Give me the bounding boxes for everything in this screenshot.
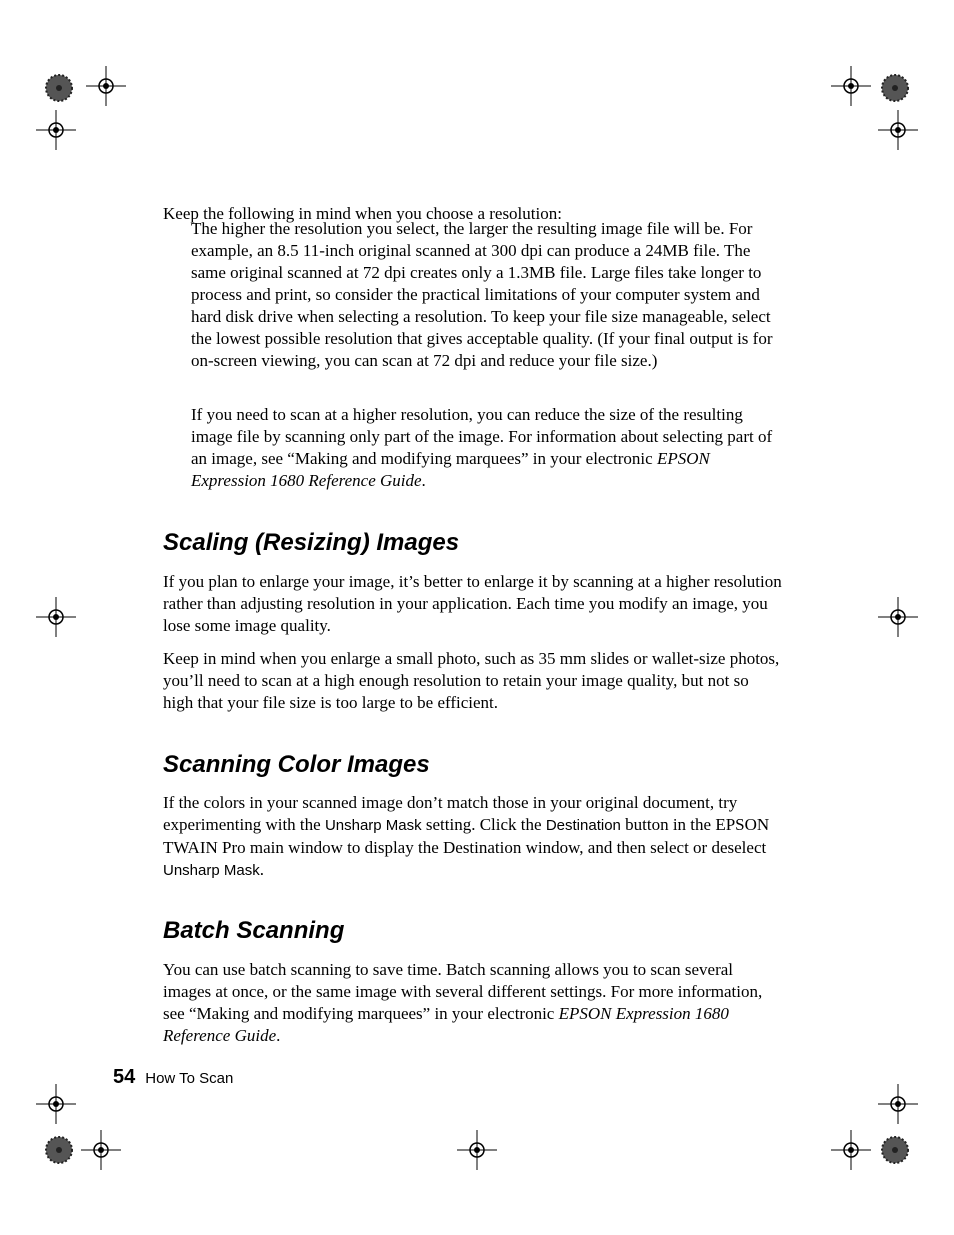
color-text-1: If the colors in your scanned image don’t match those in your original document, try experimenting with the [163, 793, 738, 834]
intro-paragraph: Keep the following in mind when you choose a resolution: [163, 204, 562, 223]
registration-crosshair-icon [36, 110, 76, 150]
color-section-body [163, 792, 783, 882]
page-footer [113, 1066, 233, 1089]
scaling-section-body [163, 571, 783, 714]
registration-crosshair-icon [831, 66, 871, 106]
color-starburst-icon [881, 74, 909, 102]
section-heading-scaling: Scaling (Resizing) Images [163, 529, 460, 556]
registration-crosshair-icon [36, 1084, 76, 1124]
color-text-2: setting. Click the [421, 815, 546, 834]
scaling-paragraph-1: If you plan to enlarge your image, it’s better to enlarge it by scanning at a higher resolution rather than adjusting resolution in your application. Each time you modify an image, you lose some image quality. [163, 572, 782, 635]
registration-crosshair-icon [878, 597, 918, 637]
reference-guide-title: EPSON Expression 1680 Reference Guide [191, 449, 710, 490]
section-heading-batch: Batch Scanning [163, 917, 345, 944]
registration-crosshair-icon [878, 1084, 918, 1124]
resolution-note-2-end: . [421, 471, 426, 490]
batch-text-end: . [276, 1026, 281, 1045]
resolution-note-2-body: If you need to scan at a higher resolution, you can reduce the size of the resulting image file by scanning only part of the image. For information about selecting part of an image, see “Making and modifying marquees” in your electronic [191, 405, 773, 468]
registration-crosshair-icon [36, 597, 76, 637]
page-number: 54 [113, 1066, 136, 1088]
color-text-3: button in the EPSON TWAIN Pro main window to display the Destination window, and then select or deselect [163, 815, 770, 857]
color-starburst-icon [45, 74, 73, 102]
resolution-note-1 [191, 218, 783, 372]
batch-reference-guide-title: EPSON Expression 1680 Reference Guide [163, 1004, 729, 1045]
color-starburst-icon [45, 1136, 73, 1164]
unsharp-mask-term-2: Unsharp Mask [163, 862, 260, 879]
registration-crosshair-icon [457, 1130, 497, 1170]
color-paragraph [163, 792, 783, 882]
resolution-note-1-text: The higher the resolution you select, the larger the resulting image file will be. For example, an 8.5 11-inch original scanned at 300 dpi can produce a 24MB file. The same original scanned at 72 dpi creates only a 1.3MB file. Large files take longer to process and print, so consider the practical limitations of your computer system and hard disk drive when selecting a resolution. To keep your file size manageable, select the lowest possible resolution that gives acceptable quality. (If your final output is for on-screen viewing, you can scan at 72 dpi and reduce your file size.) [191, 219, 773, 370]
batch-paragraph [163, 959, 783, 1047]
batch-section-body [163, 959, 783, 1047]
registration-crosshair-icon [831, 1130, 871, 1170]
chapter-label: How To Scan [145, 1070, 234, 1087]
scaling-paragraph-2: Keep in mind when you enlarge a small photo, such as 35 mm slides or wallet-size photos, you’ll need to scan at a high enough resolution to retain your image quality, but not so high that your file size is too large to be efficient. [163, 649, 780, 712]
resolution-note-2-text [191, 404, 783, 492]
registration-crosshair-icon [86, 66, 126, 106]
section-heading-color: Scanning Color Images [163, 751, 430, 778]
unsharp-mask-term: Unsharp Mask [324, 817, 422, 834]
color-text-4: . [259, 860, 264, 879]
batch-text: You can use batch scanning to save time. Batch scanning allows you to scan several images at once, or the same image with several different settings. For more information, see “Making and modifying marquees” in your electronic [163, 960, 763, 1023]
color-starburst-icon [881, 1136, 909, 1164]
destination-term: Destination [545, 817, 621, 834]
registration-crosshair-icon [81, 1130, 121, 1170]
registration-crosshair-icon [878, 110, 918, 150]
resolution-note-2 [191, 404, 783, 492]
